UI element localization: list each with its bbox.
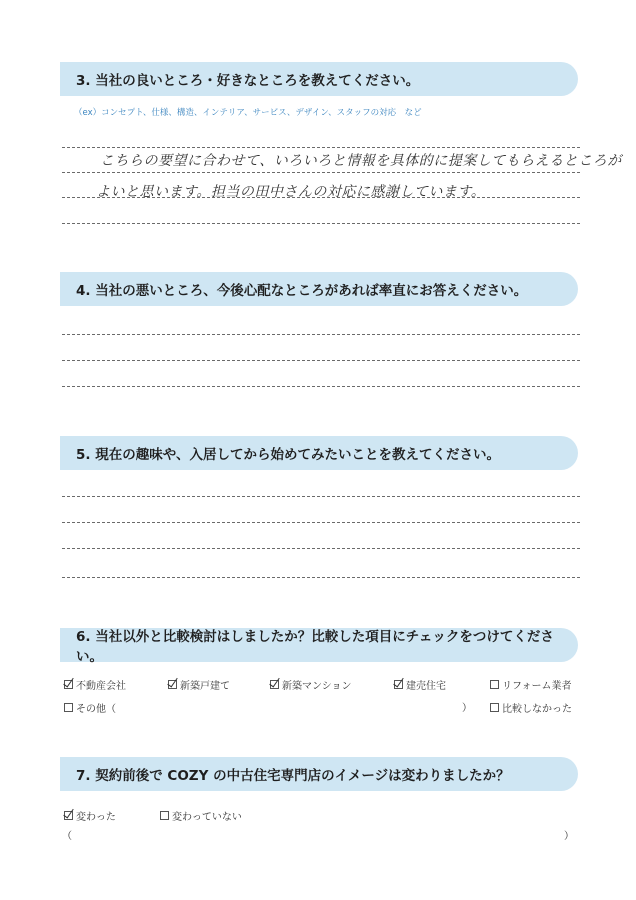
option-label: 変わった bbox=[76, 812, 116, 823]
answer-line bbox=[62, 386, 580, 387]
answer-line bbox=[62, 147, 580, 148]
checkbox[interactable] bbox=[64, 703, 73, 712]
answer-line bbox=[62, 334, 580, 335]
question-4-heading: 4. 当社の悪いところ、今後心配なところがあれば率直にお答えください。 bbox=[60, 272, 578, 306]
option-tateuri-jutaku[interactable] bbox=[394, 677, 446, 692]
answer-line bbox=[62, 360, 580, 361]
option-fudosan-kaisha[interactable] bbox=[64, 677, 126, 692]
answer-line bbox=[62, 223, 580, 224]
option-shinchiku-mansion[interactable] bbox=[270, 677, 352, 692]
option-hikaku-shinakatta[interactable] bbox=[490, 700, 572, 715]
option-kawatta[interactable] bbox=[64, 808, 116, 823]
question-3-answer-line-2: よいと思います。担当の田中さんの対応に感謝しています。 bbox=[96, 184, 486, 200]
answer-line bbox=[62, 197, 580, 198]
option-label: 新築マンション bbox=[282, 681, 352, 692]
answer-line bbox=[62, 577, 580, 578]
question-6-heading: 6. 当社以外と比較検討はしましたか？比較した項目にチェックをつけてください。 bbox=[60, 628, 578, 662]
answer-line bbox=[62, 548, 580, 549]
answer-line bbox=[62, 172, 580, 173]
answer-line bbox=[62, 522, 580, 523]
checkbox[interactable] bbox=[490, 703, 499, 712]
checkbox[interactable] bbox=[168, 680, 177, 689]
option-label: 変わっていない bbox=[172, 812, 242, 823]
checkbox[interactable] bbox=[64, 680, 73, 689]
answer-line bbox=[62, 496, 580, 497]
option-label: その他（ bbox=[76, 704, 116, 715]
option-shinchiku-kodate[interactable] bbox=[168, 677, 230, 692]
checkbox[interactable] bbox=[394, 680, 403, 689]
question-3-heading: 3. 当社の良いところ・好きなところを教えてください。 bbox=[60, 62, 578, 96]
question-3-hint: （ex）コンセプト、仕様、構造、インテリア、サービス、デザイン、スタッフの対応 など bbox=[74, 108, 422, 118]
option-reform-gyosha[interactable] bbox=[490, 677, 572, 692]
option-label: リフォーム業者 bbox=[502, 681, 572, 692]
option-kawatteinai[interactable] bbox=[160, 808, 242, 823]
option-label: 不動産会社 bbox=[76, 681, 126, 692]
option-label: 建売住宅 bbox=[406, 681, 446, 692]
reason-open-paren: （ bbox=[62, 831, 72, 842]
checkbox[interactable] bbox=[490, 680, 499, 689]
option-sonota[interactable] bbox=[64, 700, 116, 715]
checkbox[interactable] bbox=[64, 811, 73, 820]
checkbox[interactable] bbox=[270, 680, 279, 689]
question-5-heading: 5. 現在の趣味や、入居してから始めてみたいことを教えてください。 bbox=[60, 436, 578, 470]
other-close-paren: ） bbox=[462, 703, 472, 714]
question-3-answer-line-1: こちらの要望に合わせて、いろいろと情報を具体的に提案してもらえるところが bbox=[100, 153, 622, 169]
option-label: 新築戸建て bbox=[180, 681, 230, 692]
question-7-heading: 7. 契約前後で COZY の中古住宅専門店のイメージは変わりましたか？ bbox=[60, 757, 578, 791]
option-label: 比較しなかった bbox=[502, 704, 572, 715]
checkbox[interactable] bbox=[160, 811, 169, 820]
reason-close-paren: ） bbox=[564, 831, 574, 842]
